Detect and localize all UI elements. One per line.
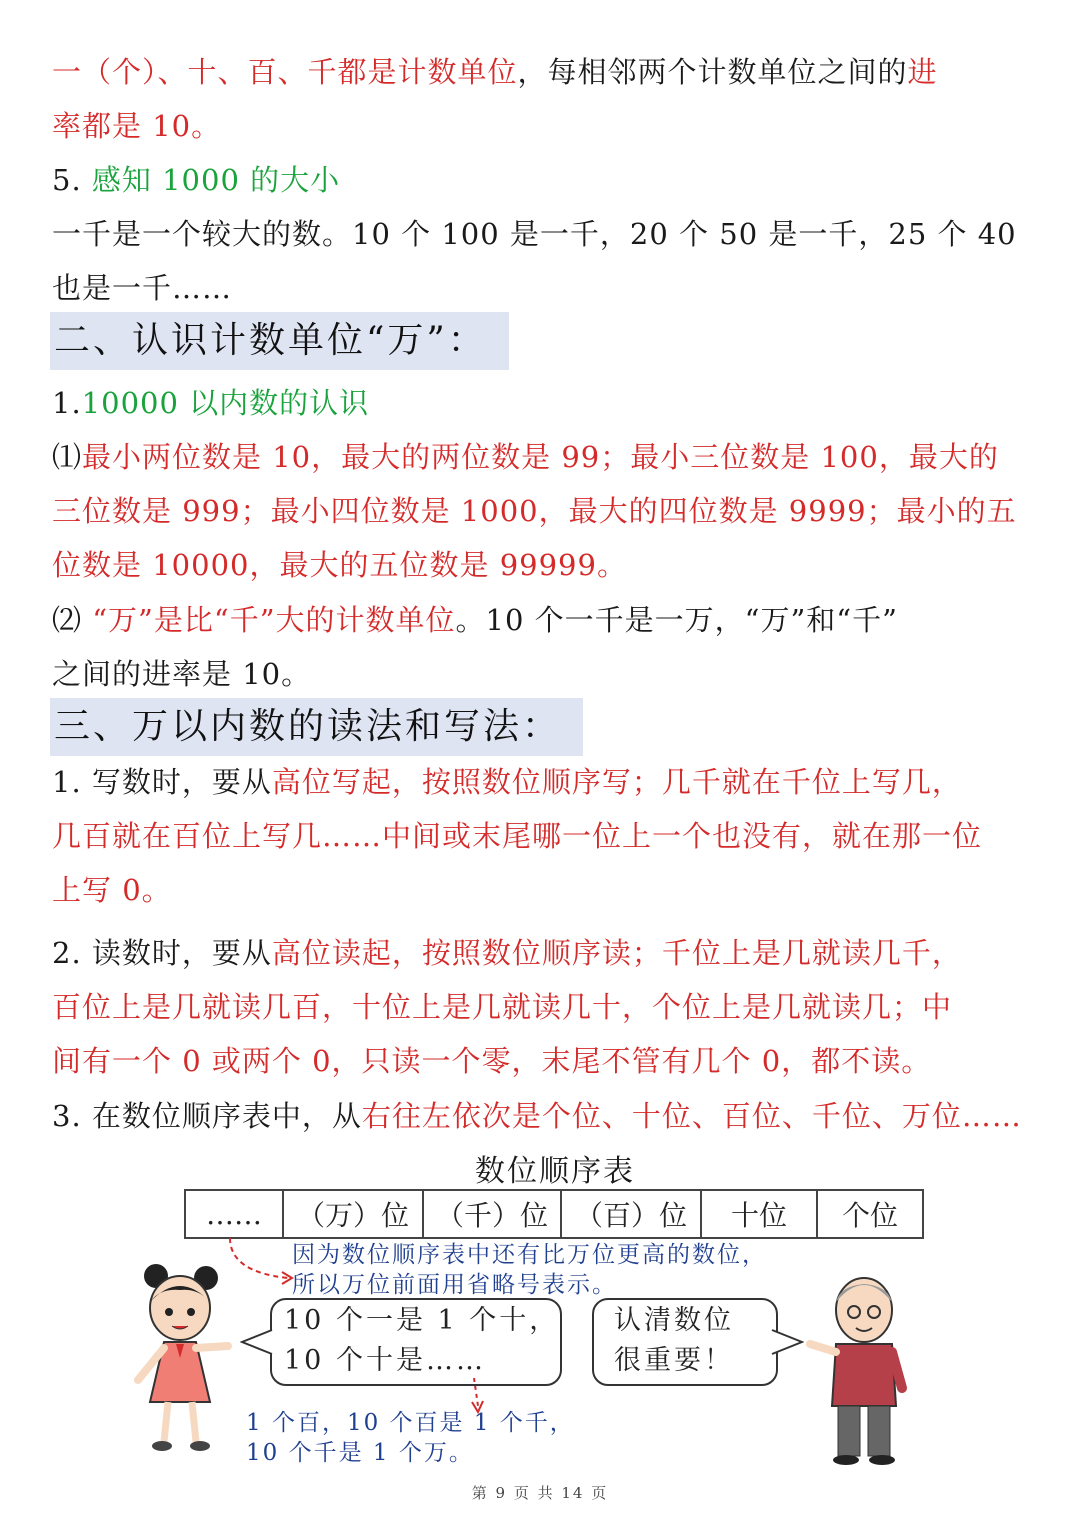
qian-cell: （千）位	[423, 1190, 561, 1238]
read-rule-start: 2. 读数时，要从	[52, 936, 272, 970]
order-rule-text: 右往左依次是个位、十位、百位、千位、万位……	[361, 1099, 1022, 1133]
grandpa-character-icon	[806, 1268, 916, 1468]
item-number: ⑵	[52, 603, 93, 637]
ellipsis-cell: ……	[185, 1190, 283, 1238]
adjacent-units-text: ，每相邻两个计数单位之间的	[517, 55, 908, 89]
text-line-15	[52, 933, 962, 973]
order-rule-start: 3. 在数位顺序表中，从	[52, 1099, 362, 1133]
note-top-line-1: 因为数位顺序表中还有比万位更高的数位，	[292, 1242, 767, 1268]
text-line-16: 百位上是几就读几百，十位上是几就读几十，个位上是几就读几；中	[52, 990, 953, 1024]
text-line-14: 上写 0。	[52, 873, 172, 907]
wan-qian-text: 。10 个一千是一万，“万”和“千”	[455, 603, 898, 637]
wan-cell: （万）位	[283, 1190, 423, 1238]
text-line-17: 间有一个 0 或两个 0，只读一个零，末尾不管有几个 0，都不读。	[52, 1044, 932, 1078]
section-heading-2: 二、认识计数单位“万”：	[50, 312, 509, 370]
text-line-18	[52, 1096, 1022, 1136]
text-line-8: 三位数是 999；最小四位数是 1000，最大的四位数是 9999；最小的五	[52, 494, 1017, 528]
text-line-6	[52, 383, 369, 423]
section-heading-3: 三、万以内数的读法和写法：	[50, 698, 583, 756]
subheading-10000: 10000 以内数的认识	[81, 386, 370, 420]
bubble-tail-right-icon	[770, 1328, 804, 1358]
text-line-12	[52, 762, 962, 802]
shi-cell: 十位	[701, 1190, 817, 1238]
girl-character-icon	[120, 1262, 250, 1462]
text-line-7	[52, 437, 999, 477]
bubble-left-line-1: 10 个一是 1 个十，	[284, 1305, 560, 1336]
text-line-11: 之间的进率是 10。	[52, 657, 312, 691]
text-line-13: 几百就在百位上写几……中间或末尾哪一位上一个也没有，就在那一位	[52, 819, 983, 853]
text-line-2: 率都是 10。	[52, 109, 222, 143]
item-number: 5.	[52, 163, 92, 197]
bubble-right-line-2: 很重要！	[614, 1345, 734, 1376]
write-rule-start: 1. 写数时，要从	[52, 765, 272, 799]
note-top-line-2: 所以万位前面用省略号表示。	[292, 1272, 617, 1298]
text-line-10	[52, 600, 898, 640]
text-line-3	[52, 160, 340, 200]
item-number: ⑴	[52, 440, 83, 474]
text-line-4: 一千是一个较大的数。10 个 100 是一千，20 个 50 是一千，25 个 40	[52, 217, 1017, 251]
text-line-5: 也是一千……	[52, 271, 233, 305]
item-number: 1.	[52, 386, 82, 420]
ge-cell: 个位	[817, 1190, 923, 1238]
text-line-9: 位数是 10000，最大的五位数是 99999。	[52, 548, 627, 582]
page-footer: 第 9 页 共 14 页	[471, 1484, 609, 1502]
write-rule-text: 高位写起，按照数位顺序写；几千就在千位上写几，	[271, 765, 962, 799]
read-rule-text: 高位读起，按照数位顺序读；千位上是几就读几千，	[271, 936, 962, 970]
note-bottom-line-1: 1 个百，10 个百是 1 个千，	[246, 1410, 575, 1436]
rate-text-start: 进	[907, 55, 938, 89]
note-bottom-line-2: 10 个千是 1 个万。	[246, 1440, 474, 1466]
min-max-text: 最小两位数是 10，最大的两位数是 99；最小三位数是 100，最大的	[82, 440, 999, 474]
bubble-tail-left-icon	[240, 1328, 274, 1358]
wan-unit-text: “万”是比“千”大的计数单位	[92, 603, 456, 637]
text-line-1	[52, 52, 938, 92]
bai-cell: （百）位	[561, 1190, 701, 1238]
bubble-left-line-2: 10 个十是……	[284, 1345, 486, 1376]
subheading-1000: 感知 1000 的大小	[91, 163, 341, 197]
table-title: 数位顺序表	[475, 1154, 635, 1189]
bubble-right-line-1: 认清数位	[614, 1305, 734, 1336]
counting-units-text: 一（个）、十、百、千都是计数单位	[52, 55, 518, 89]
